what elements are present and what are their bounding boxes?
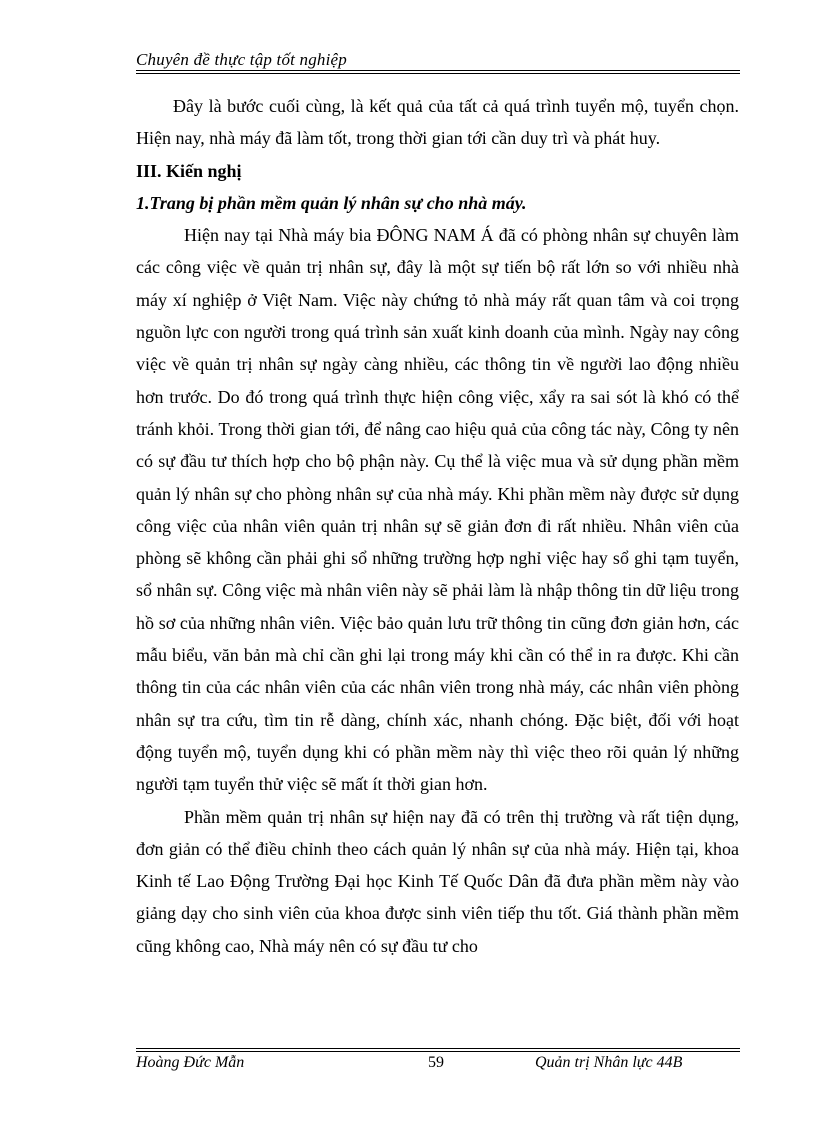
footer-rule-top: [136, 1048, 740, 1049]
header-title: Chuyên đề thực tập tốt nghiệp: [136, 50, 348, 69]
footer-rule-bottom: [136, 1051, 740, 1052]
footer-department: Quản trị Nhân lực 44B: [535, 1054, 683, 1071]
body-text: [136, 90, 739, 962]
paragraph-software-market: Phần mềm quản trị nhân sự hiện nay đã có trên thị trường và rất tiện dụng, đơn giản có thể điều chỉnh theo cách quản lý nhân sự của nhà máy. Hiện tại, khoa Kinh tế Lao Động Trường Đại học Kinh Tế Quốc Dân đã đưa phần mềm này vào giảng dạy cho sinh viên của khoa được sinh viên tiếp thu tốt. Giá thành phần mềm cũng không cao, Nhà máy nên có sự đầu tư cho: [136, 806, 739, 956]
paragraph-hr-software: Hiện nay tại Nhà máy bia ĐÔNG NAM Á đã có phòng nhân sự chuyên làm các công việc về quản trị nhân sự, đây là một sự tiến bộ rất lớn so với nhiều nhà máy xí nghiệp ở Việt Nam. Việc này chứng tỏ nhà máy rất quan tâm và coi trọng nguồn lực con người trong quá trình sản xuất kinh doanh của mình. Ngày nay công việc về quản trị nhân sự ngày càng nhiều, các thông tin về người lao động nhiều hơn trước. Do đó trong quá trình thực hiện công việc, xẩy ra sai sót là khó có thể tránh khỏi. Trong thời gian tới, để nâng cao hiệu quả của công tác này, Công ty nên có sự đầu tư thích hợp cho bộ phận này. Cụ thể là việc mua và sử dụng phần mềm quản lý nhân sự cho phòng nhân sự của nhà máy. Khi phần mềm này được sử dụng công việc của nhân viên quản trị nhân sự sẽ giản đơn đi rất nhiều. Nhân viên của phòng sẽ không cần phải ghi sổ những trường hợp nghỉ việc hay sổ ghi tạm tuyển, sổ nhân sự. Công việc mà nhân viên này sẽ phải làm là nhập thông tin dữ liệu trong hồ sơ của những nhân viên. Việc bảo quản lưu trữ thông tin cũng đơn giản hơn, các mẫu biểu, văn bản mà chỉ cần ghi lại trong máy khi cần có thể in ra được. Khi cần thông tin của các nhân viên của các nhân viên trong nhà máy, các nhân viên phòng nhân sự tra cứu, tìm tin rễ dàng, chính xác, nhanh chóng. Đặc biệt, đối với hoạt động tuyển mộ, tuyển dụng khi có phần mềm này thì việc theo rõi quản lý những người tạm tuyển thử việc sẽ mất ít thời gian hơn.: [136, 225, 739, 795]
subsection-heading: 1.Trang bị phần mềm quản lý nhân sự cho nhà máy.: [136, 192, 527, 213]
footer-author: Hoàng Đức Mẫn: [136, 1054, 245, 1071]
section-heading: III. Kiến nghị: [136, 160, 242, 181]
header-rule-top: [136, 70, 740, 71]
paragraph-closing: Đây là bước cuối cùng, là kết quả của tất cả quá trình tuyển mộ, tuyển chọn. Hiện nay, nhà máy đã làm tốt, trong thời gian tới cần duy trì và phát huy.: [136, 96, 739, 149]
header-rule-bottom: [136, 73, 740, 74]
footer-page-number: 59: [428, 1054, 444, 1071]
